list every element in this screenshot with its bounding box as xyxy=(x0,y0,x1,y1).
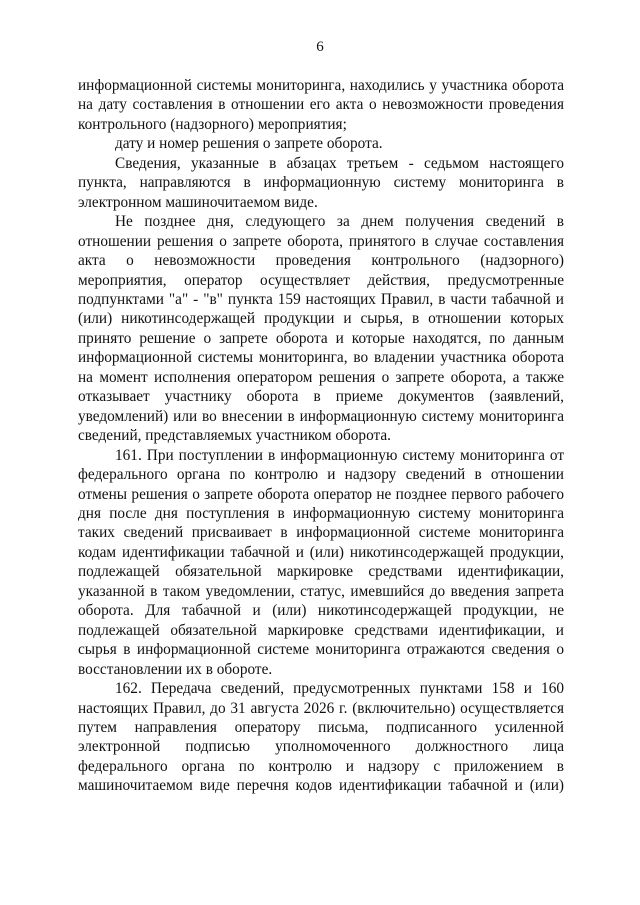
paragraph-item-161: 161. При поступлении в информационную систему мониторинга от федерального органа по контролю и надзору сведений в отношении отмены решения о запрете оборота оператор не позднее первого рабочего дня после дня поступления в информационную систему мониторинга таких сведений присваивает в информационной системе мониторинга кодам идентификации табачной и (или) никотинсодержащей продукции, подлежащей обязательной маркировке средствами идентификации, указанной в таком уведомлении, статус, имевшийся до введения запрета оборота. Для табачной и (или) никотинсодержащей продукции, не подлежащей обязательной маркировке средствами идентификации, и сырья в информационной системе мониторинга отражаются сведения о восстановлении их в обороте. xyxy=(78,446,564,678)
document-body xyxy=(78,76,564,796)
paragraph-decision-date: дату и номер решения о запрете оборота. xyxy=(115,135,383,153)
page-number: 6 xyxy=(316,39,324,55)
paragraph-information-sent: Сведения, указанные в абзацах третьем - седьмом настоящего пункта, направляются в информационную систему мониторинга в электронном машиночитаемом виде. xyxy=(78,154,564,211)
paragraph-operator-actions: Не позднее дня, следующего за днем получения сведений в отношении решения о запрете оборота, принятого в случае составления акта о невозможности проведения контрольного (надзорного) мероприятия, оператор осуществляет действия, предусмотренные подпунктами "а" - "в" пункта 159 настоящих Правил, в части табачной и (или) никотинсодержащей продукции и сырья, в отношении которых принято решение о запрете оборота и которые находятся, по данным информационной системы мониторинга, во владении участника оборота на момент исполнения оператором решения о запрете оборота, а также отказывает участнику оборота в приеме документов (заявлений, уведомлений) или во внесении в информационную систему мониторинга сведений, представляемых участником оборота. xyxy=(78,213,564,445)
paragraph-continuation: информационной системы мониторинга, находились у участника оборота на дату составления в отношении его акта о невозможности проведения контрольного (надзорного) мероприятия; xyxy=(78,77,564,133)
paragraph-item-162: 162. Передача сведений, предусмотренных пунктами 158 и 160 настоящих Правил, до 31 августа 2026 г. (включительно) осуществляется путем направления оператору письма, подписанного усиленной электронной подписью уполномоченного должностного лица федерального органа по контролю и надзору с приложением в машиночитаемом виде перечня кодов идентификации табачной и (или) xyxy=(78,680,564,795)
